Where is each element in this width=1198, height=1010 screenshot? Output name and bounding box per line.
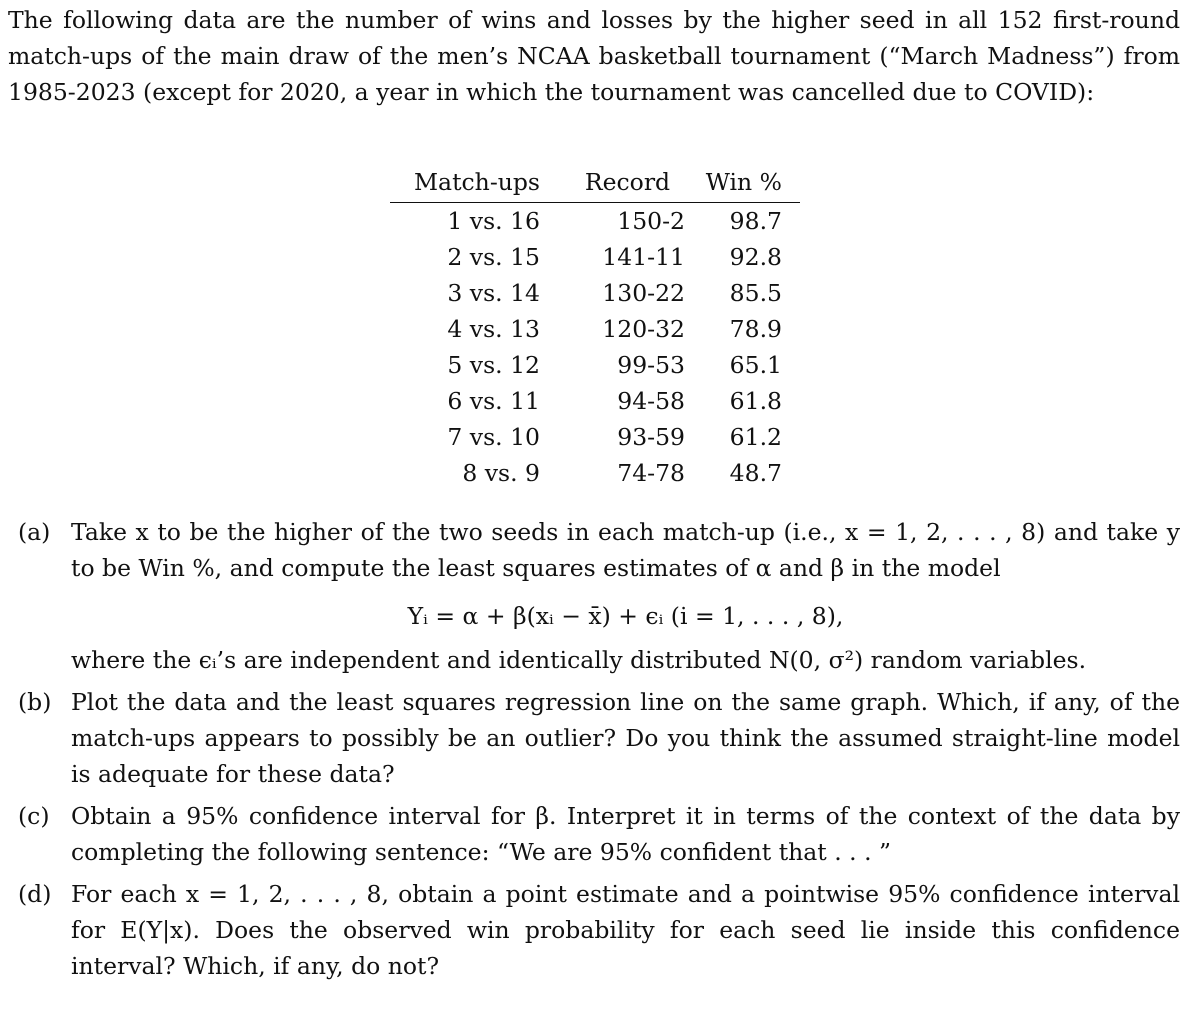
cell-matchup: 4 vs. 13	[447, 315, 540, 343]
header-matchups: Match-ups	[414, 168, 540, 196]
cell-win-pct: 78.9	[729, 315, 782, 343]
part-d-text: For each x = 1, 2, . . . , 8, obtain a point estimate and a pointwise 95% confidence interval for E(Y|x). Does the observed win probability for each seed lie inside this confidence interval? Which, if any, do not?	[71, 880, 1180, 980]
cell-matchup: 7 vs. 10	[447, 423, 540, 451]
part-c-text: Obtain a 95% confidence interval for β. Interpret it in terms of the context of the data by completing the following sentence: “We are 95% confident that . . . ”	[71, 802, 1180, 866]
cell-win-pct: 48.7	[729, 459, 782, 487]
cell-win-pct: 61.2	[729, 423, 782, 451]
cell-win-pct: 85.5	[729, 279, 782, 307]
header-win-pct: Win %	[705, 168, 782, 196]
intro-text: The following data are the number of wins and losses by the higher seed in all 152 first-round match-ups of the main draw of the men’s NCAA basketball tournament (“March Madness”) from 1985-2023 (except for 2020, a year in which the tournament was cancelled due to COVID):	[8, 6, 1180, 106]
data-table	[390, 162, 800, 491]
cell-win-pct: 92.8	[729, 243, 782, 271]
table-row	[390, 311, 800, 347]
cell-matchup: 1 vs. 16	[447, 207, 540, 235]
cell-matchup: 5 vs. 12	[447, 351, 540, 379]
part-a-after-text: where the ϵᵢ’s are independent and identically distributed N(0, σ²) random variables.	[71, 646, 1087, 674]
cell-record: 99-53	[617, 351, 685, 379]
regression-model-equation: Yᵢ = α + β(xᵢ − x̄) + ϵᵢ (i = 1, . . . , 8),	[407, 602, 844, 630]
part-b	[18, 684, 1180, 792]
cell-record: 141-11	[602, 243, 685, 271]
cell-matchup: 8 vs. 9	[462, 459, 540, 487]
cell-record: 93-59	[617, 423, 685, 451]
part-a-text: Take x to be the higher of the two seeds in each match-up (i.e., x = 1, 2, . . . , 8) and take y to be Win %, and compute the least squares estimates of α and β in the model	[71, 518, 1180, 582]
cell-win-pct: 61.8	[729, 387, 782, 415]
table-header-row	[390, 162, 800, 203]
cell-matchup: 3 vs. 14	[447, 279, 540, 307]
header-record: Record	[584, 168, 671, 196]
part-d-label: (d)	[18, 880, 52, 908]
cell-win-pct: 98.7	[729, 207, 782, 235]
part-a-label: (a)	[18, 518, 51, 546]
part-c	[18, 798, 1180, 870]
part-c-label: (c)	[18, 802, 50, 830]
table-row	[390, 419, 800, 455]
table-row	[390, 383, 800, 419]
table-row	[390, 239, 800, 275]
cell-matchup: 2 vs. 15	[447, 243, 540, 271]
table-row	[390, 455, 800, 491]
intro-paragraph	[8, 2, 1180, 110]
part-d	[18, 876, 1180, 984]
part-b-label: (b)	[18, 688, 52, 716]
table-row	[390, 275, 800, 311]
part-b-text: Plot the data and the least squares regression line on the same graph. Which, if any, of the match-ups appears to possibly be an outlier? Do you think the assumed straight-line model is adequate for these data?	[71, 688, 1180, 788]
cell-record: 130-22	[602, 279, 685, 307]
cell-record: 94-58	[617, 387, 685, 415]
cell-matchup: 6 vs. 11	[447, 387, 540, 415]
cell-win-pct: 65.1	[729, 351, 782, 379]
cell-record: 74-78	[617, 459, 685, 487]
data-table-container	[390, 162, 800, 491]
part-a	[18, 514, 1180, 678]
question-parts	[18, 514, 1180, 984]
table-row	[390, 347, 800, 383]
cell-record: 150-2	[617, 207, 685, 235]
table-row	[390, 203, 800, 240]
cell-record: 120-32	[602, 315, 685, 343]
